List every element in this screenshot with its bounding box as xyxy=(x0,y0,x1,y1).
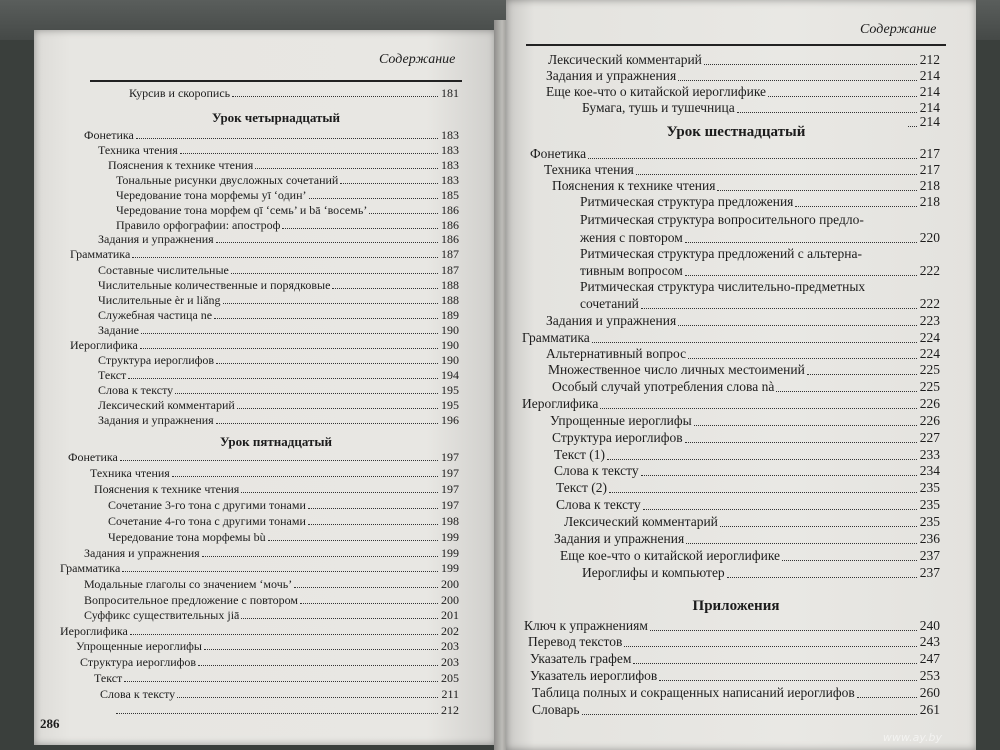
toc-entry xyxy=(70,247,459,261)
entry-page: 214 xyxy=(919,84,940,99)
entry-text: Суффикс существительных jiā xyxy=(84,608,240,622)
dot-leader xyxy=(128,378,438,379)
dot-leader xyxy=(130,634,438,635)
entry-page: 247 xyxy=(919,651,940,666)
dot-leader xyxy=(727,577,917,578)
dot-leader xyxy=(694,425,917,426)
entry-text: Правило орфографии: апостроф xyxy=(116,218,281,232)
entry-page: 196 xyxy=(441,413,459,427)
entry-text: Иероглифика xyxy=(70,338,138,352)
entry-page: 223 xyxy=(919,313,940,328)
toc-entry: сочетаний 222 xyxy=(580,296,940,311)
dot-leader xyxy=(717,190,916,191)
dot-leader xyxy=(308,508,438,509)
entry-page: 235 xyxy=(919,480,940,495)
toc-entry xyxy=(546,84,940,100)
toc-entry xyxy=(60,624,459,638)
entry-text: Модальные глаголы со значением ‘мочь’ xyxy=(84,577,293,591)
entry-text: Словарь xyxy=(532,702,580,717)
toc-entry xyxy=(98,383,459,397)
entry-text: Задания и упражнения xyxy=(546,313,677,328)
toc-entry xyxy=(94,482,459,496)
dot-leader xyxy=(720,526,917,527)
dot-leader xyxy=(737,112,917,113)
entry-page: 214 xyxy=(919,68,940,83)
toc-entry xyxy=(84,593,459,607)
entry-text: Альтернативный вопрос xyxy=(546,346,687,361)
entry-text: Лексический комментарий xyxy=(548,52,702,67)
entry-text: Сочетание 4-го тона с другими тонами xyxy=(108,514,306,528)
toc-entry xyxy=(582,100,940,116)
dot-leader xyxy=(768,96,917,97)
entry-text: Техника чтения xyxy=(544,162,634,177)
toc-wrap-line: Ритмическая структура вопросительного предло- xyxy=(580,212,864,227)
dot-leader xyxy=(633,663,916,664)
lesson-title: Урок пятнадцатый xyxy=(219,434,333,449)
dot-leader xyxy=(857,697,917,698)
toc-entry xyxy=(554,447,940,463)
dot-leader xyxy=(782,560,917,561)
dot-leader xyxy=(216,363,438,364)
dot-leader xyxy=(141,333,438,334)
entry-page: 199 xyxy=(441,530,459,544)
dot-leader xyxy=(175,393,438,394)
dot-leader xyxy=(600,408,916,409)
lesson-title: Урок шестнадцатый xyxy=(666,124,806,140)
dot-leader xyxy=(294,587,438,588)
dot-leader xyxy=(678,325,917,326)
toc-entry xyxy=(60,561,459,575)
toc-entry xyxy=(84,577,459,591)
dot-leader xyxy=(588,158,917,159)
entry-text: Задание xyxy=(98,323,139,337)
toc-entry xyxy=(552,178,940,194)
entry-text: Пояснения к технике чтения xyxy=(108,158,254,172)
toc-entry xyxy=(554,531,940,547)
toc-entry xyxy=(98,232,459,246)
entry-page: 225 xyxy=(919,362,940,377)
entry-text: Структура иероглифов xyxy=(98,353,215,367)
dot-leader xyxy=(198,665,438,666)
toc-entry xyxy=(552,379,940,395)
entry-page: 226 xyxy=(919,396,940,411)
toc-entry xyxy=(98,398,459,412)
dot-leader xyxy=(223,303,438,304)
entry-page: 217 xyxy=(919,162,940,177)
toc-entry xyxy=(98,263,459,277)
dot-leader xyxy=(231,273,438,274)
entry-text: Указатель иероглифов xyxy=(530,668,658,683)
entry-text: Структура иероглифов xyxy=(552,430,683,445)
dot-leader xyxy=(332,288,438,289)
toc-entry: тивным вопросом 222 xyxy=(580,263,940,278)
entry-page: 194 xyxy=(441,368,459,382)
lesson-title: Урок четырнадцатый xyxy=(211,110,341,125)
entry-text: Слова к тексту xyxy=(100,687,176,701)
running-head: Содержание xyxy=(379,52,456,67)
dot-leader xyxy=(582,714,917,715)
toc-entry xyxy=(556,480,940,496)
entry-page: 237 xyxy=(919,548,940,563)
entry-page: 187 xyxy=(441,247,459,261)
entry-text: Служебная частица ne xyxy=(98,308,213,322)
entry-text: Составные числительные xyxy=(98,263,229,277)
entry-page: 190 xyxy=(441,323,459,337)
toc-entry xyxy=(532,685,940,701)
entry-text: Фонетика xyxy=(68,450,118,464)
entry-page: 205 xyxy=(441,671,459,685)
entry-page: 227 xyxy=(919,430,940,445)
entry-text: Фонетика xyxy=(530,146,587,161)
entry-text: Фонетика xyxy=(84,128,134,142)
right-page xyxy=(506,0,976,750)
entry-text: Множественное число личных местоимений xyxy=(548,362,805,377)
entry-text: Иероглифика xyxy=(60,624,128,638)
entry-text: Слова к тексту xyxy=(554,463,639,478)
entry-page: 240 xyxy=(919,618,940,633)
toc-entry xyxy=(68,450,459,464)
toc-entry xyxy=(546,313,940,329)
entry-text: Числительные èr и liǎng xyxy=(98,293,221,307)
entry-text: Слова к тексту xyxy=(98,383,174,397)
entry-text: Пояснения к технике чтения xyxy=(94,482,240,496)
dot-leader xyxy=(172,476,438,477)
entry-text: Техника чтения xyxy=(90,466,170,480)
entry-page: 198 xyxy=(441,514,459,528)
entry-page: 211 xyxy=(441,687,459,701)
dot-leader xyxy=(132,257,438,258)
entry-text: Задания и упражнения xyxy=(98,413,214,427)
entry-text: Вопросительное предложение с повтором xyxy=(84,593,298,607)
toc-entry xyxy=(548,362,940,378)
toc-entry xyxy=(80,655,459,669)
toc-entry xyxy=(98,323,459,337)
entry-page: 190 xyxy=(441,353,459,367)
entry-page: 186 xyxy=(441,203,459,217)
dot-leader xyxy=(216,423,438,424)
entry-page: 218 xyxy=(919,178,940,193)
toc-entry xyxy=(108,158,459,172)
toc-wrap-line: Ритмическая структура числительно-предметных xyxy=(580,279,866,294)
entry-text: Грамматика xyxy=(60,561,121,575)
toc-entry xyxy=(532,702,940,718)
entry-page: 200 xyxy=(441,577,459,591)
toc-entry xyxy=(98,143,459,157)
toc-entry xyxy=(528,634,940,650)
entry-page: 253 xyxy=(919,668,940,683)
entry-page: 214 xyxy=(919,114,940,129)
entry-page: 195 xyxy=(441,398,459,412)
watermark: www.ay.by xyxy=(882,731,942,744)
toc-entry xyxy=(76,639,459,653)
entry-page: 217 xyxy=(919,146,940,161)
toc-entry xyxy=(70,338,459,352)
entry-page: 186 xyxy=(441,218,459,232)
entry-page: 261 xyxy=(919,702,940,717)
entry-text: Чередование тона морфем qī ‘семь’ и bā ‘восемь’ xyxy=(116,203,368,217)
toc-wrap-line: Ритмическая структура предложений с альтерна- xyxy=(580,246,862,261)
toc-entry xyxy=(98,353,459,367)
entry-page: 183 xyxy=(441,128,459,142)
entry-page: 183 xyxy=(441,173,459,187)
entry-text: Текст xyxy=(94,671,123,685)
dot-leader xyxy=(643,509,917,510)
toc-entry xyxy=(530,651,940,667)
dot-leader xyxy=(609,492,917,493)
dot-leader xyxy=(237,408,438,409)
entry-text: Лексический комментарий xyxy=(98,398,235,412)
entry-page: 234 xyxy=(919,463,940,478)
entry-text: Пояснения к технике чтения xyxy=(552,178,716,193)
toc-entry xyxy=(98,413,459,427)
toc-entry xyxy=(546,68,940,84)
dot-leader xyxy=(216,242,438,243)
entry-text: Перевод текстов xyxy=(528,634,623,649)
toc-entry xyxy=(84,128,459,142)
dot-leader xyxy=(607,459,917,460)
entry-page: 212 xyxy=(441,703,459,717)
toc-entry xyxy=(116,218,459,232)
entry-page: 225 xyxy=(919,379,940,394)
toc-entry xyxy=(556,497,940,513)
entry-text: Таблица полных и сокращенных написаний иероглифов xyxy=(532,685,855,700)
toc-entry xyxy=(116,188,459,202)
dot-leader xyxy=(140,348,438,349)
page-number: 286 xyxy=(40,716,60,731)
toc-entry xyxy=(116,203,459,217)
entry-page: 243 xyxy=(919,634,940,649)
entry-page: 214 xyxy=(919,100,940,115)
toc-entry xyxy=(98,308,459,322)
toc-entry xyxy=(544,162,940,178)
entry-page: 236 xyxy=(919,531,940,546)
entry-text: Иероглифика xyxy=(522,396,599,411)
entry-page: 203 xyxy=(441,655,459,669)
entry-page: 201 xyxy=(441,608,459,622)
entry-text: Текст xyxy=(98,368,127,382)
toc-entry xyxy=(108,498,459,512)
dot-leader xyxy=(659,680,916,681)
toc-entry xyxy=(108,514,459,528)
entry-text: Тональные рисунки двусложных сочетаний xyxy=(116,173,339,187)
entry-text: Слова к тексту xyxy=(556,497,641,512)
toc-entry xyxy=(530,668,940,684)
dot-leader xyxy=(241,492,438,493)
entry-page: 260 xyxy=(919,685,940,700)
entry-text: Чередование тона морфемы yī ‘один’ xyxy=(116,188,307,202)
entry-text: Чередование тона морфемы bù xyxy=(108,530,266,544)
dot-leader xyxy=(124,681,438,682)
toc-entry xyxy=(580,194,940,210)
running-head: Содержание xyxy=(860,22,937,37)
left-page xyxy=(34,30,496,745)
entry-text: Еще кое-что о китайской иероглифике xyxy=(546,84,767,99)
toc-entry xyxy=(100,687,459,701)
entry-page: 195 xyxy=(441,383,459,397)
dot-leader xyxy=(202,556,438,557)
dot-leader xyxy=(776,391,916,392)
toc-entry xyxy=(554,463,940,479)
toc-entry xyxy=(522,396,940,412)
entry-page: 200 xyxy=(441,593,459,607)
toc-entry xyxy=(84,608,459,622)
entry-text: Особый случай употребления слова nà xyxy=(552,379,775,394)
entry-text: Иероглифы и компьютер xyxy=(582,565,725,580)
entry-page: 199 xyxy=(441,561,459,575)
toc-entry xyxy=(550,413,940,429)
toc-entry xyxy=(522,330,940,346)
dot-leader xyxy=(177,697,438,698)
dot-leader xyxy=(650,630,917,631)
toc-entry: жения с повтором 220 xyxy=(580,230,940,245)
entry-page: 233 xyxy=(919,447,940,462)
entry-page: 183 xyxy=(441,158,459,172)
entry-text: Задания и упражнения xyxy=(546,68,677,83)
dot-leader xyxy=(592,342,917,343)
entry-text: Текст (2) xyxy=(556,480,607,495)
toc-entry xyxy=(94,671,459,685)
dot-leader xyxy=(795,206,916,207)
dot-leader xyxy=(136,138,438,139)
dot-leader xyxy=(704,64,917,65)
entry-text: Техника чтения xyxy=(98,143,178,157)
dot-leader xyxy=(340,183,438,184)
entry-text: Бумага, тушь и тушечница xyxy=(582,100,735,115)
dot-leader xyxy=(678,80,917,81)
entry-text: Задания и упражнения xyxy=(98,232,214,246)
entry-page: 202 xyxy=(441,624,459,638)
dot-leader xyxy=(685,442,917,443)
dot-leader xyxy=(624,646,916,647)
dot-leader xyxy=(300,603,438,604)
entry-page: 197 xyxy=(441,482,459,496)
toc-entry xyxy=(530,146,940,162)
entry-page: 224 xyxy=(919,330,940,345)
header-rule xyxy=(90,80,462,82)
dot-leader xyxy=(122,571,438,572)
entry-page: 188 xyxy=(441,278,459,292)
entry-text: Лексический комментарий xyxy=(564,514,718,529)
entry-page: 197 xyxy=(441,450,459,464)
entry-page: 237 xyxy=(919,565,940,580)
dot-leader xyxy=(241,618,438,619)
dot-leader xyxy=(204,649,438,650)
dot-leader xyxy=(369,213,438,214)
dot-leader xyxy=(268,540,438,541)
toc-entry xyxy=(560,548,940,564)
entry-page: 212 xyxy=(919,52,940,67)
dot-leader xyxy=(308,524,438,525)
toc-entry xyxy=(564,514,940,530)
entry-page: 187 xyxy=(441,263,459,277)
entry-page: 186 xyxy=(441,232,459,246)
dot-leader xyxy=(807,374,917,375)
toc-entry: Курсив и скоропись 181 xyxy=(129,86,459,100)
dot-leader xyxy=(180,153,438,154)
entry-page: 235 xyxy=(919,514,940,529)
toc-entry xyxy=(98,368,459,382)
entry-page: 199 xyxy=(441,546,459,560)
toc-entry xyxy=(546,346,940,362)
dot-leader xyxy=(214,318,438,319)
entry-page: 226 xyxy=(919,413,940,428)
entry-page: 190 xyxy=(441,338,459,352)
dot-leader xyxy=(116,713,438,714)
entry-page: 235 xyxy=(919,497,940,512)
entry-text: Структура иероглифов xyxy=(80,655,197,669)
toc-entry xyxy=(84,546,459,560)
toc-entry xyxy=(98,293,459,307)
dot-leader xyxy=(636,174,917,175)
entry-text: Текст (1) xyxy=(554,447,605,462)
entry-text: Грамматика xyxy=(70,247,131,261)
toc-entry xyxy=(108,530,459,544)
entry-page: 218 xyxy=(919,194,940,209)
toc-entry xyxy=(90,466,459,480)
toc-entry xyxy=(582,565,940,581)
entry-page: 197 xyxy=(441,498,459,512)
entry-text: Упрощенные иероглифы xyxy=(550,413,692,428)
entry-text: Ключ к упражнениям xyxy=(524,618,648,633)
entry-page: 197 xyxy=(441,466,459,480)
entry-text: Еще кое-что о китайской иероглифике xyxy=(560,548,781,563)
entry-page: 189 xyxy=(441,308,459,322)
appendix-title: Приложения xyxy=(692,598,780,614)
entry-text: Грамматика xyxy=(522,330,590,345)
toc-entry xyxy=(114,703,459,717)
entry-text: Ритмическая структура предложения xyxy=(580,194,794,209)
toc-entry xyxy=(524,618,940,634)
dot-leader xyxy=(255,168,438,169)
entry-text: Указатель графем xyxy=(530,651,632,666)
dot-leader xyxy=(282,228,438,229)
toc-entry xyxy=(552,430,940,446)
entry-text: Задания и упражнения xyxy=(84,546,200,560)
toc-entry xyxy=(548,52,940,68)
entry-page: 185 xyxy=(441,188,459,202)
dot-leader xyxy=(120,460,438,461)
entry-text: Задания и упражнения xyxy=(554,531,685,546)
entry-page: 188 xyxy=(441,293,459,307)
dot-leader xyxy=(688,358,917,359)
dot-leader xyxy=(641,475,917,476)
toc-entry xyxy=(98,278,459,292)
entry-text: Числительные количественные и порядковые xyxy=(98,278,331,292)
entry-text: Упрощенные иероглифы xyxy=(76,639,202,653)
header-rule xyxy=(526,44,946,46)
entry-text: Сочетание 3-го тона с другими тонами xyxy=(108,498,306,512)
entry-page: 224 xyxy=(919,346,940,361)
dot-leader xyxy=(686,543,917,544)
entry-page: 183 xyxy=(441,143,459,157)
entry-page: 203 xyxy=(441,639,459,653)
dot-leader xyxy=(309,198,438,199)
toc-entry xyxy=(116,173,459,187)
